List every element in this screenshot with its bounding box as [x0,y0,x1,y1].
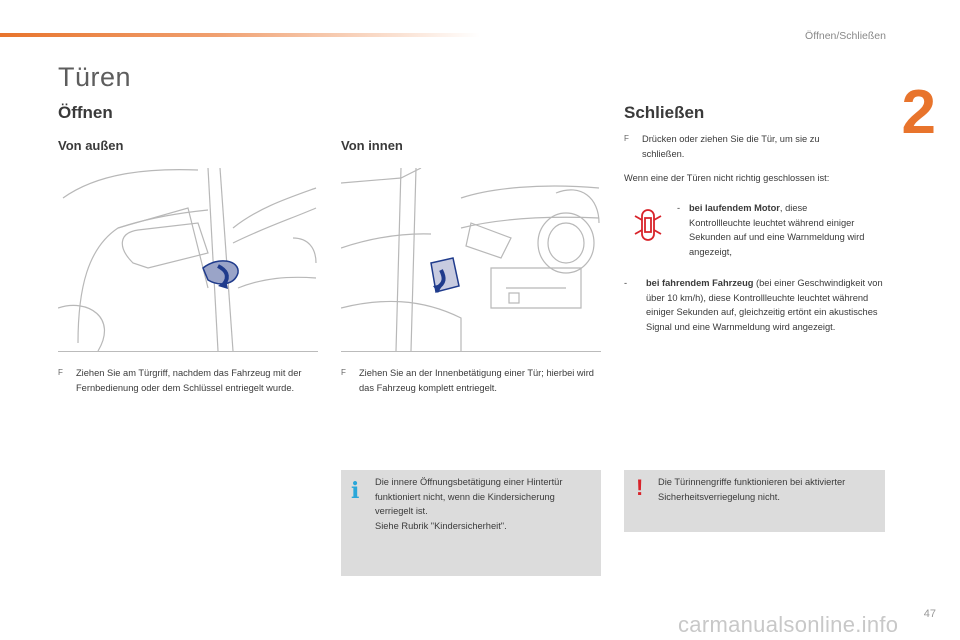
case-driving [624,276,889,334]
door-release-handle-icon [431,258,459,293]
door-open-intro: Wenn eine der Türen nicht richtig geschlossen ist: [624,173,830,183]
outside-instruction [58,366,313,395]
header-accent-bar [0,33,480,37]
dash: - [677,203,681,213]
bullet-icon: F [58,368,63,377]
warning-box [624,470,885,532]
exterior-door-illustration [58,168,318,352]
bullet-icon: F [624,134,629,143]
inside-instruction [341,366,596,395]
info-icon: i [351,478,360,504]
info-box-text: Die innere Öffnungsbetätigung einer Hintertür funktioniert nicht, wenn die Kindersicherung verriegelt ist. Siehe Rubrik "Kindersicherheit". [375,477,563,531]
close-instruction [624,132,879,161]
heading-von-innen: Von innen [341,138,403,153]
warning-box-text: Die Türinnengriffe funktionieren bei aktivierter Sicherheitsverriegelung nicht. [658,477,846,502]
section-label: Öffnen/Schließen [805,30,886,42]
close-instruction-text: Drücken oder ziehen Sie die Tür, um sie zu schließen. [642,134,820,159]
case-driving-bold: bei fahrendem Fahrzeug [646,278,754,288]
case-engine-running-text: , diese Kontrollleuchte leuchtet während einiger Sekunden auf und eine Warnmeldung wird angezeigt, [689,203,865,257]
door-handle-icon [203,261,238,289]
bullet-icon: F [341,368,346,377]
watermark: carmanualsonline.info [678,612,899,637]
case-engine-running-bold: bei laufendem Motor [689,203,780,213]
heading-schliessen: Schließen [624,103,705,122]
dash: - [624,278,628,288]
inside-instruction-text: Ziehen Sie an der Innenbetätigung einer Tür; hierbei wird das Fahrzeug komplett entriegelt. [359,368,594,393]
outside-instruction-text: Ziehen Sie am Türgriff, nachdem das Fahrzeug mit der Fernbedienung oder dem Schlüssel entriegelt wurde. [76,368,302,393]
case-engine-running [677,201,877,259]
warning-icon: ! [636,475,644,500]
info-box [341,470,601,576]
case-driving-text: (bei einer Geschwindigkeit von über 10 km/h), diese Kontrollleuchte leuchtet während einiger Sekunden auf, gleichzeitig ertönt ein akustisches Signal und eine Warnmeldung wird angezeigt. [646,278,883,332]
door-open-warning-icon [631,208,665,242]
heading-oeffnen: Öffnen [58,103,113,122]
page-number: 47 [923,608,936,620]
chapter-number: 2 [901,78,936,147]
page-title: Türen [58,62,132,92]
heading-von-aussen: Von außen [58,138,124,153]
interior-door-illustration [341,168,601,352]
